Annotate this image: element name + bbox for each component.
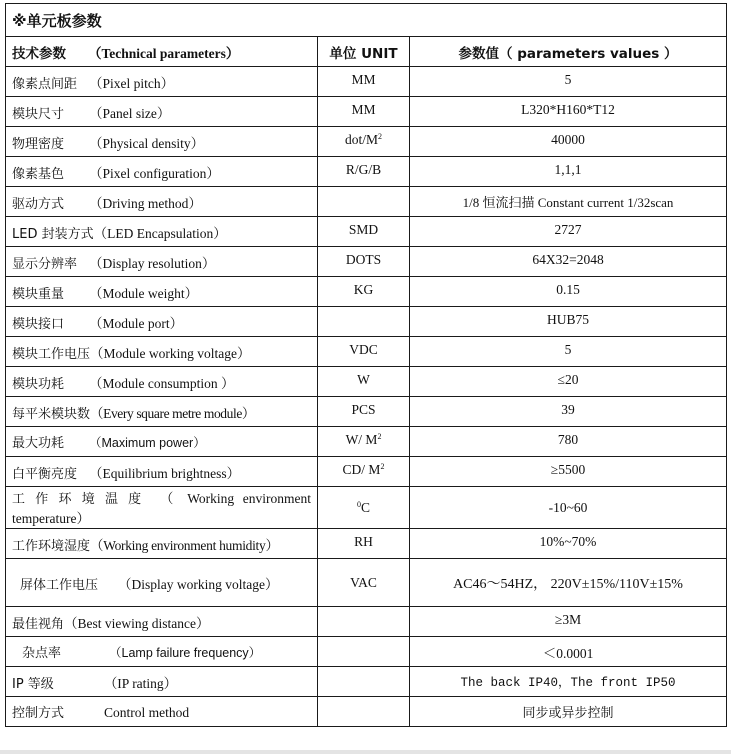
param-value: 2727 — [410, 217, 727, 247]
header-parameter — [6, 37, 318, 67]
header-param-cn: 技术参数 — [12, 46, 66, 62]
param-cn: 模块尺寸 — [12, 107, 65, 122]
title-row — [6, 4, 727, 37]
param-en: （Module consumption ） — [89, 376, 235, 391]
param-en: （Module port） — [89, 316, 184, 331]
param-en: （Maximum power） — [89, 436, 206, 450]
table-row — [6, 337, 727, 367]
unit-text: CD/ M — [342, 462, 381, 477]
param-name — [6, 277, 318, 307]
param-value: ≥5500 — [410, 457, 727, 487]
param-unit — [318, 127, 410, 157]
param-unit: VDC — [318, 337, 410, 367]
header-param-en: （Technical parameters） — [88, 46, 240, 61]
param-cn: 像素基色 — [12, 167, 65, 182]
param-unit: W — [318, 367, 410, 397]
param-unit — [318, 307, 410, 337]
unit-superscript: 2 — [378, 132, 382, 141]
param-value: L320*H160*T12 — [410, 97, 727, 127]
param-name — [6, 397, 318, 427]
param-cn: 每平米模块数 — [12, 407, 91, 422]
header-value-label: 参数值（ parameters values ） — [458, 46, 678, 62]
table-row — [6, 637, 727, 667]
param-value: 39 — [410, 397, 727, 427]
param-cn: 模块重量 — [12, 287, 65, 302]
param-value: 0.15 — [410, 277, 727, 307]
param-cn: 模块接口 — [12, 317, 65, 332]
param-unit — [318, 697, 410, 727]
unit-superscript: 2 — [380, 462, 385, 471]
param-name — [6, 157, 318, 187]
param-en: Control method — [104, 705, 190, 720]
param-name — [6, 307, 318, 337]
param-cn: IP 等级 — [12, 677, 54, 692]
param-name — [6, 457, 318, 487]
table-row — [6, 667, 727, 697]
param-name — [6, 697, 318, 727]
param-value: ≤20 — [410, 367, 727, 397]
param-cn: 白平衡亮度 — [12, 467, 78, 482]
unit-text: dot/M — [344, 132, 378, 147]
header-unit-label: 单位 UNIT — [329, 46, 398, 62]
table-row — [6, 67, 727, 97]
table-row — [6, 127, 727, 157]
param-cn: 杂点率 — [22, 646, 62, 661]
param-name — [6, 559, 318, 607]
param-value: 同步或异步控制 — [410, 697, 727, 727]
param-name — [6, 127, 318, 157]
param-cn: 工作环境温度 — [12, 492, 152, 507]
param-name — [6, 529, 318, 559]
param-en: （Working environment humidity） — [90, 538, 279, 553]
bottom-strip — [0, 750, 731, 754]
param-name — [6, 187, 318, 217]
header-unit — [318, 37, 410, 67]
table-row — [6, 559, 727, 607]
table-row — [6, 217, 727, 247]
param-cn: 最大功耗 — [12, 436, 65, 451]
param-unit — [318, 427, 410, 457]
param-en: （Best viewing distance） — [64, 616, 210, 631]
param-en: （Lamp failure frequency） — [109, 646, 262, 660]
param-unit: PCS — [318, 397, 410, 427]
param-cn: 工作环境湿度 — [12, 539, 91, 554]
unit-superscript: 0 — [356, 499, 361, 509]
param-name — [6, 427, 318, 457]
param-unit — [318, 637, 410, 667]
param-unit: MM — [318, 97, 410, 127]
param-en: （Module weight） — [89, 286, 199, 301]
param-unit: VAC — [318, 559, 410, 607]
param-value: ≥3M — [410, 607, 727, 637]
param-value: The back IP40，The front IP50 — [410, 667, 727, 697]
param-value: 1,1,1 — [410, 157, 727, 187]
param-name — [6, 97, 318, 127]
param-name — [6, 607, 318, 637]
param-value: AC46～54HZ， 220V±15%/110V±15% — [410, 559, 727, 607]
param-value: -10~60 — [410, 487, 727, 529]
table-row — [6, 367, 727, 397]
param-name — [6, 367, 318, 397]
param-unit: KG — [318, 277, 410, 307]
param-name — [6, 217, 318, 247]
table-row — [6, 397, 727, 427]
unit-text: W/ M — [345, 432, 378, 447]
param-value: 5 — [410, 337, 727, 367]
param-name — [6, 337, 318, 367]
param-name — [6, 667, 318, 697]
param-unit: MM — [318, 67, 410, 97]
param-cn: 驱动方式 — [12, 197, 65, 212]
unit-board-parameters-table — [5, 3, 727, 727]
param-cn: 屏体工作电压 — [20, 577, 99, 593]
header-row — [6, 37, 727, 67]
table-row — [6, 607, 727, 637]
param-en: （Every square metre module） — [90, 406, 256, 421]
table-row — [6, 157, 727, 187]
table-row — [6, 97, 727, 127]
param-en: （Equilibrium brightness） — [89, 466, 241, 481]
param-value: 780 — [410, 427, 727, 457]
param-value — [410, 187, 727, 217]
param-unit: DOTS — [318, 247, 410, 277]
param-cn: 物理密度 — [12, 137, 65, 152]
table-row — [6, 487, 727, 529]
param-unit — [318, 607, 410, 637]
table-row — [6, 529, 727, 559]
param-name — [6, 67, 318, 97]
table-row — [6, 187, 727, 217]
table-row — [6, 277, 727, 307]
header-value — [410, 37, 727, 67]
param-en: （Display working voltage） — [118, 576, 279, 592]
param-unit: RH — [318, 529, 410, 559]
param-en: （Pixel configuration） — [89, 166, 220, 181]
param-cn: 模块工作电压 — [12, 347, 91, 362]
param-unit: SMD — [318, 217, 410, 247]
param-value: 40000 — [410, 127, 727, 157]
table-row — [6, 247, 727, 277]
param-name — [6, 247, 318, 277]
param-en: （IP rating） — [103, 676, 178, 691]
param-cn: 最佳视角 — [12, 617, 65, 632]
param-en: （Module working voltage） — [90, 346, 251, 361]
param-cn: 模块功耗 — [12, 377, 65, 392]
param-en: （LED Encapsulation） — [93, 226, 227, 241]
param-unit — [318, 667, 410, 697]
param-en: （Pixel pitch） — [89, 76, 175, 91]
param-en: （ Working environment temperature） — [12, 491, 311, 526]
table-row — [6, 697, 727, 727]
param-value: 64X32=2048 — [410, 247, 727, 277]
value-text: 1/8 恒流扫描 Constant current 1/32scan — [462, 195, 674, 210]
param-name — [6, 637, 318, 667]
param-en: （Display resolution） — [89, 256, 216, 271]
unit-text: C — [360, 499, 370, 515]
param-unit: R/G/B — [318, 157, 410, 187]
param-value: ＜0.0001 — [410, 637, 727, 667]
param-value: HUB75 — [410, 307, 727, 337]
param-unit — [318, 487, 410, 529]
param-en: （Driving method） — [89, 196, 202, 211]
param-cn: 控制方式 — [12, 706, 65, 721]
param-value: 5 — [410, 67, 727, 97]
param-cn: 显示分辨率 — [12, 257, 78, 272]
param-unit — [318, 457, 410, 487]
param-en: （Physical density） — [89, 136, 205, 151]
param-en: （Panel size） — [89, 106, 171, 121]
table-row — [6, 457, 727, 487]
param-value: 10%~70% — [410, 529, 727, 559]
param-cn: LED 封装方式 — [12, 227, 94, 242]
param-name — [6, 487, 318, 529]
table-title: ※单元板参数 — [6, 4, 727, 37]
param-cn: 像素点间距 — [12, 77, 78, 92]
table-row — [6, 427, 727, 457]
unit-superscript: 2 — [377, 432, 382, 441]
table-row — [6, 307, 727, 337]
param-unit — [318, 187, 410, 217]
